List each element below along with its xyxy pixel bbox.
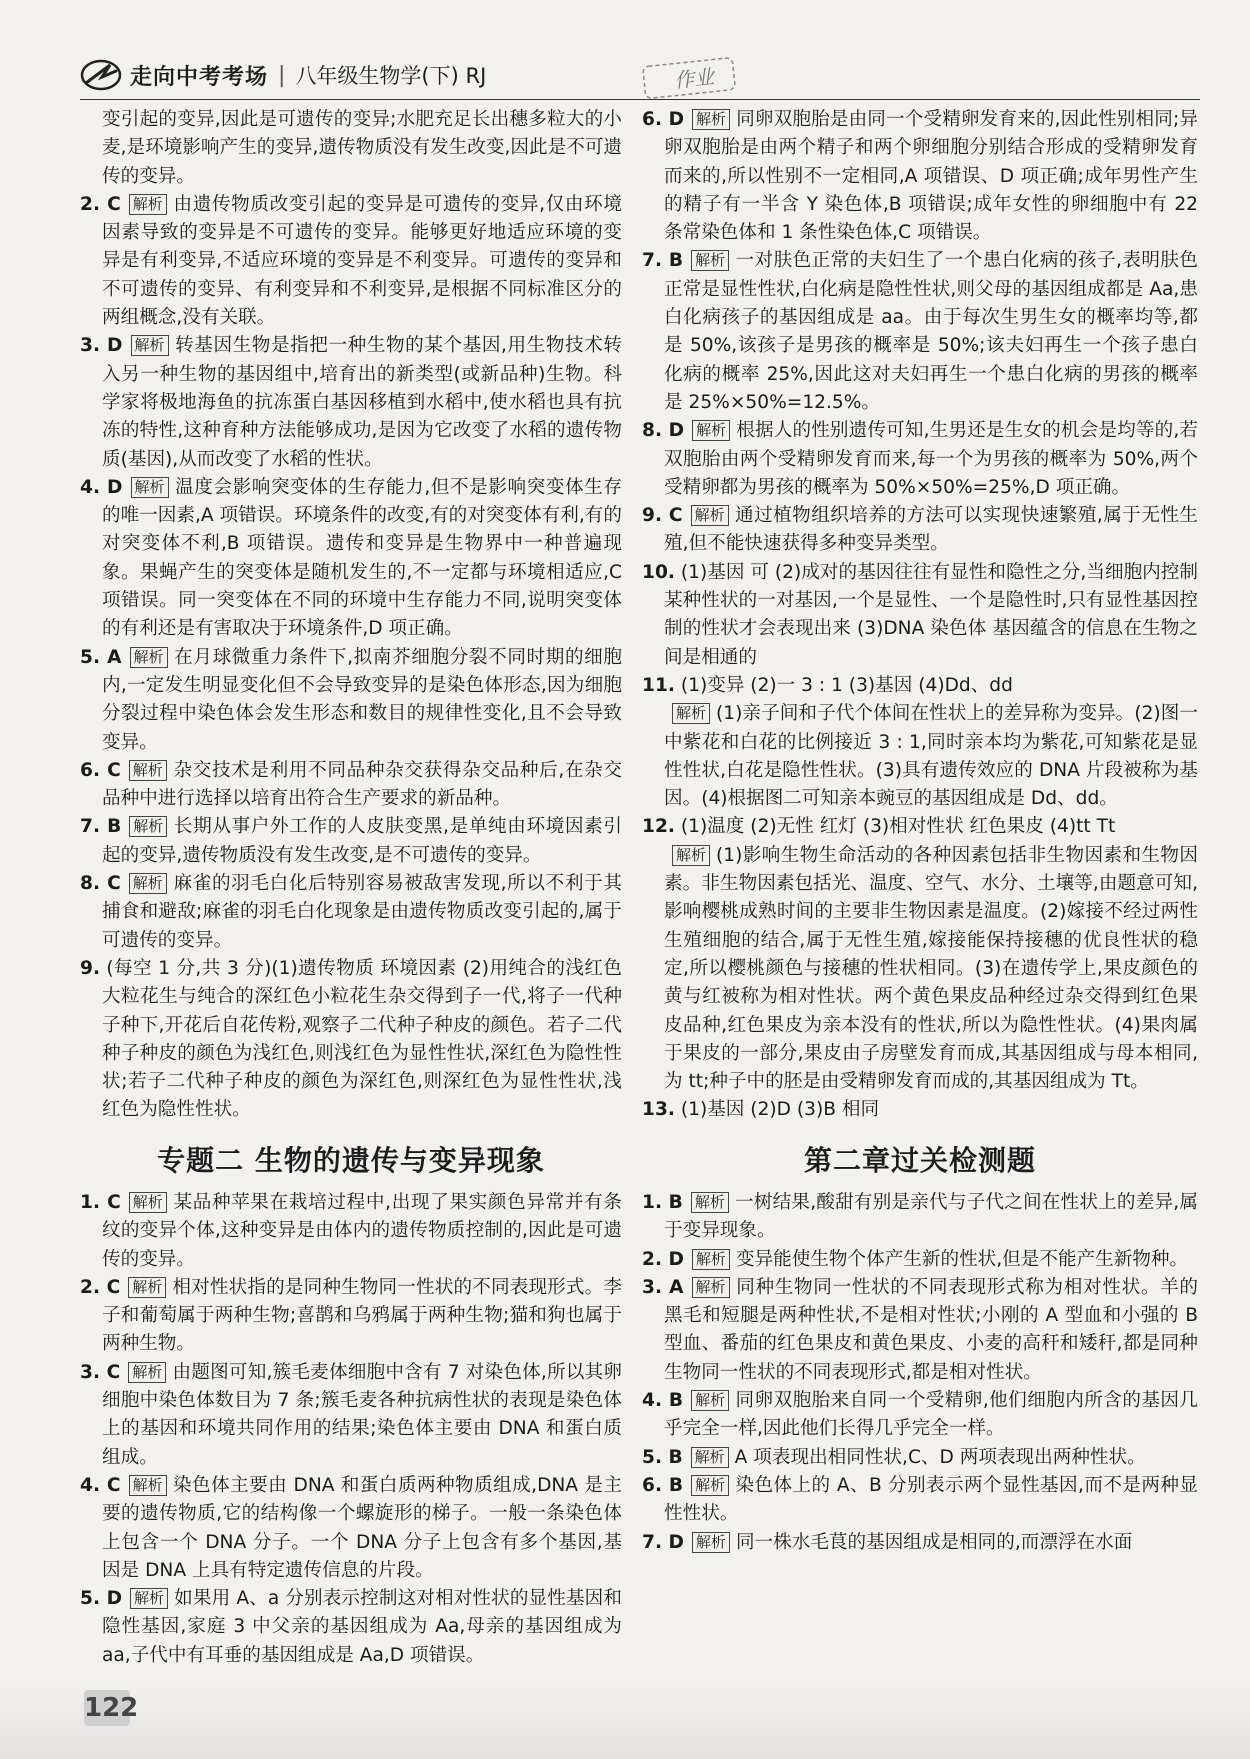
answer-text: (1)变异 (2)一 3 : 1 (3)基因 (4)Dd、dd [680, 674, 1013, 696]
answer-number: 3. D [80, 335, 123, 357]
answer-text: A 项表现出相同性状,C、D 两项表现出两种性状。 [734, 1446, 1146, 1468]
answer-number: 3. A [642, 1276, 684, 1298]
answer-item [80, 1189, 622, 1274]
answer-text: 同卵双胞胎是由同一个受精卵发育来的,因此性别相同;异卵双胞胎是由两个精子和两个卵细胞分别结合形成的受精卵发育而来的,所以性别不一定相同,A 项错误、D 项正确;成年男性产生的精子有一半含 Y 染色体,B 项错误;成年女性的卵细胞中有 22 条常染色体和 1 条性染色体,C 项错误。 [664, 109, 1198, 244]
answer-number: 2. C [80, 193, 121, 215]
answer-item [642, 813, 1198, 841]
answer-item [80, 1274, 622, 1359]
page-bottom-shade [0, 1680, 1250, 1759]
answer-number: 7. D [642, 1531, 684, 1553]
answer-text: 由遗传物质改变引起的变异是可遗传的变异,仅由环境因素导致的变异是不可遗传的变异。能够更好地适应环境的变异是有利变异,不适应环境的变异是不利变异。可遗传的变异和不可遗传的变异、有利变异和不利变异,是根据不同标准区分的两组概念,没有关联。 [102, 193, 622, 329]
explanation-tag: 解析 [691, 250, 729, 271]
answer-text: 同种生物同一性状的不同表现形式称为相对性状。羊的黑毛和短腿是两种性状,不是相对性状;小刚的 A 型血和小强的 B 型血、番茄的红色果皮和黄色果皮、小麦的高秆和矮秆,都是同种生物同一性状的不同表现形式,都是相对性状。 [664, 1276, 1198, 1383]
left-column [80, 106, 622, 1670]
answer-number: 5. D [80, 1588, 123, 1610]
explanation-tag: 解析 [692, 1532, 730, 1553]
answer-item [642, 417, 1198, 502]
answer-number: 3. C [80, 1361, 121, 1383]
answer-text: (1)温度 (2)无性 红灯 (3)相对性状 红色果皮 (4)tt Tt [680, 816, 1116, 838]
answer-number: 6. B [642, 1474, 684, 1496]
answer-text: 一对肤色正常的夫妇生了一个患白化病的孩子,表明肤色正常是显性性状,白化病是隐性性状,则父母的基因组成都是 Aa,患白化病孩子的基因组成是 aa。由于每次生男生女的概率均等,都是 50%,该孩子是男孩的概率是 50%;该夫妇再生一个孩子患白化病的概率 25%,因此这对夫妇再生一个患白化病的男孩的概率是 25%×50%=12.5%。 [664, 250, 1198, 413]
answer-number: 2. D [642, 1248, 684, 1270]
explanation-tag: 解析 [128, 1362, 166, 1383]
section-heading: 专题二 生物的遗传与变异现象 [157, 1143, 545, 1177]
explanation-tag: 解析 [672, 703, 710, 724]
answer-text: 长期从事户外工作的人皮肤变黑,是单纯由环境因素引起的变异,遗传物质没有发生改变,是不可遗传的变异。 [102, 816, 622, 866]
explanation-tag: 解析 [129, 1192, 167, 1213]
answer-text: (1)基因 (2)D (3)B 相同 [680, 1099, 880, 1121]
explanation-tag: 解析 [129, 760, 167, 781]
answer-text: 根据人的性别遗传可知,生男还是生女的机会是均等的,若双胞胎由两个受精卵发育而来,每一个为男孩的概率为 50%,两个受精卵都为男孩的概率为 50%×50%=25%,D 项正确。 [664, 420, 1198, 498]
answer-number: 9. C [642, 505, 683, 527]
answer-text: 某品种苹果在栽培过程中,出现了果实颜色异常并有条纹的变异个体,这种变异是由体内的遗传物质控制的,因此是可遗传的变异。 [102, 1191, 622, 1270]
answer-item [80, 757, 622, 814]
answer-text: 同一株水毛茛的基因组成是相同的,而漂浮在水面 [735, 1531, 1133, 1553]
answer-item [80, 474, 622, 644]
answer-text: (每空 1 分,共 3 分)(1)遗传物质 环境因素 (2)用纯合的浅红色大粒花生与纯合的深红色小粒花生杂交得到子一代,将子一代种子种下,开花后自花传粉,观察子二代种子种皮的颜色。若子二代种子种皮的颜色为浅红色,则浅红色为显性性状,深红色为隐性性状;若子二代种子种皮的颜色为深红色,则深红色为显性性状,浅红色为隐性性状。 [102, 957, 622, 1121]
answer-number: 8. C [80, 873, 121, 895]
answer-continuation [642, 700, 1198, 813]
explanation-tag: 解析 [692, 420, 730, 441]
explanation-tag: 解析 [691, 505, 729, 526]
answer-item [642, 1246, 1198, 1274]
publisher-logo-icon [80, 57, 122, 93]
answer-text: (1)基因 可 (2)成对的基因往往有显性和隐性之分,当细胞内控制某种性状的一对基因,一个是显性、一个是隐性时,只有显性基因控制的性状才会表现出来 (3)DNA 染色体 基因蕴含的信息在生物之间是相通的 [664, 561, 1198, 668]
answer-number: 1. C [80, 1191, 121, 1213]
answer-number: 1. B [642, 1191, 683, 1213]
answer-item [642, 106, 1198, 247]
page-header [80, 52, 486, 98]
answer-text: 温度会影响突变体的生存能力,但不是影响突变体生存的唯一因素,A 项错误。环境条件的改变,有的对突变体有利,有的对突变体不利,B 项错误。遗传和变异是生物界中一种普遍现象。果蝇产生的突变体是随机发生的,不一定都与环境相适应,C 项错误。同一突变体在不同的环境中生存能力不同,说明突变体的有利还是有害取决于环境条件,D 项正确。 [102, 476, 622, 640]
brand-title: 走向中考考场 [130, 64, 269, 90]
right-column [642, 106, 1198, 1557]
explanation-tag: 解析 [129, 816, 167, 837]
answer-text: 转基因生物是指把一种生物的某个基因,用生物技术转入另一种生物的基因组中,培育出的新类型(或新品种)生物。科学家将极地海鱼的抗冻蛋白基因移植到水稻中,使水稻也具有抗冻的特性,这种育种方法能够成功,是因为它改变了水稻的遗传物质(基因),从而改变了水稻的性状。 [102, 335, 622, 470]
explanation-tag: 解析 [131, 335, 169, 356]
answer-number: 13. [642, 1099, 675, 1121]
answer-number: 12. [642, 816, 675, 838]
page-number: 122 [84, 1690, 130, 1726]
answer-number: 4. C [80, 1474, 121, 1496]
answer-continuation [642, 842, 1198, 1097]
answer-item [642, 1529, 1198, 1557]
answer-number: 10. [642, 561, 675, 583]
answer-text: 杂交技术是利用不同品种杂交获得杂交品种后,在杂交品种中进行选择以培育出符合生产要求的新品种。 [102, 759, 622, 810]
answer-item [642, 502, 1198, 559]
explanation-tag: 解析 [130, 1588, 168, 1609]
answer-item [80, 813, 622, 870]
answer-item [642, 1189, 1198, 1246]
answer-number: 11. [642, 674, 675, 696]
answer-text: 通过植物组织培养的方法可以实现快速繁殖,属于无性生殖,但不能快速获得多种变异类型。 [664, 505, 1198, 555]
answer-text: 由题图可知,簇毛麦体细胞中含有 7 对染色体,所以其卵细胞中染色体数目为 7 条;簇毛麦各种抗病性状的表现是染色体上的基因和环境共同作用的结果;染色体主要由 DNA 和蛋白质组成。 [102, 1361, 622, 1468]
answer-item [80, 1472, 622, 1585]
answer-number: 6. C [80, 759, 121, 781]
answer-number: 8. D [642, 420, 685, 442]
answer-item [80, 644, 622, 757]
explanation-tag: 解析 [692, 109, 730, 130]
answer-number: 4. B [642, 1390, 684, 1412]
explanation-tag: 解析 [131, 477, 169, 498]
explanation-tag: 解析 [672, 845, 710, 866]
section-heading: 第二章过关检测题 [803, 1143, 1036, 1177]
answer-text: 一树结果,酸甜有别是亲代与子代之间在性状上的差异,属于变异现象。 [664, 1191, 1198, 1242]
answer-text: 如果用 A、a 分别表示控制这对相对性状的显性基因和隐性基因,家庭 3 中父亲的基因组成为 Aa,母亲的基因组成为 aa,子代中有耳垂的基因组成是 Aa,D 项错误。 [102, 1588, 622, 1666]
answer-text: (1)影响生物生命活动的各种因素包括非生物因素和生物因素。非生物因素包括光、温度、空气、水分、土壤等,由题意可知,影响樱桃成熟时间的主要非生物因素是温度。(2)嫁接不经过两性生殖细胞的结合,属于无性生殖,嫁接能保持接穗的优良性状的稳定,所以樱桃颜色与接穗的性状相同。(3)在遗传学上,果皮颜色的黄与红被称为相对性状。两个黄色果皮品种经过杂交得到红色果皮品种,红色果皮为亲本没有的性状,所以为隐性性状。(4)果肉属于果皮的一部分,果皮由子房壁发育而成,其基因组成与母本相同,为 tt;种子中的胚是由受精卵发育而成的,其基因组成为 Tt。 [664, 844, 1198, 1093]
svg-text:作业: 作业 [672, 64, 716, 93]
answer-item [80, 870, 622, 955]
explanation-tag: 解析 [692, 1249, 730, 1270]
answer-item [642, 559, 1198, 672]
answer-item [642, 1387, 1198, 1444]
header-divider: | [278, 62, 286, 88]
answer-item [80, 1585, 622, 1670]
answer-item [80, 332, 622, 473]
answer-text: (1)亲子间和子代个体间在性状上的差异称为变异。(2)图一中紫花和白花的比例接近 3 : 1,同时亲本均为紫花,可知紫花是显性性状,白花是隐性性状。(3)具有遗传效应的 DNA 片段被称为基因。(4)根据图二可知亲本豌豆的基因组成是 Dd、dd。 [664, 703, 1198, 810]
answer-text: 变引起的变异,因此是可遗传的变异;水肥充足长出穗多粒大的小麦,是环境影响产生的变异,遗传物质没有发生改变,因此是不可遗传的变异。 [102, 109, 622, 187]
answer-item [80, 191, 622, 332]
answer-text: 在月球微重力条件下,拟南芥细胞分裂不同时期的细胞内,一定发生明显变化但不会导致变异的是染色体形态,因为细胞分裂过程中染色体会发生形态和数目的规律性变化,且不会导致变异。 [102, 646, 622, 753]
answer-number: 4. D [80, 476, 123, 498]
explanation-tag: 解析 [130, 647, 168, 668]
explanation-tag: 解析 [691, 1475, 729, 1496]
answer-continuation [80, 106, 622, 191]
explanation-tag: 解析 [129, 194, 167, 215]
explanation-tag: 解析 [128, 1277, 166, 1298]
header-rule [80, 99, 1200, 100]
explanation-tag: 解析 [129, 1475, 167, 1496]
answer-item [642, 672, 1198, 700]
explanation-tag: 解析 [129, 873, 167, 894]
answer-number: 6. D [642, 109, 685, 130]
explanation-tag: 解析 [692, 1277, 730, 1298]
answer-number: 7. B [642, 250, 684, 272]
answer-number: 7. B [80, 816, 122, 838]
answer-number: 5. B [642, 1446, 683, 1468]
answer-item [642, 1472, 1198, 1529]
explanation-tag: 解析 [691, 1390, 729, 1411]
explanation-tag: 解析 [691, 1192, 729, 1213]
answer-text: 染色体上的 A、B 分别表示两个显性基因,而不是两种显性性状。 [664, 1474, 1198, 1525]
answer-item [80, 955, 622, 1125]
answer-text: 麻雀的羽毛白化后特别容易被敌害发现,所以不利于其捕食和避敌;麻雀的羽毛白化现象是由遗传物质改变引起的,属于可遗传的变异。 [102, 873, 622, 951]
explanation-tag: 解析 [691, 1447, 729, 1468]
answer-item [642, 1444, 1198, 1472]
answer-item [642, 1096, 1198, 1124]
answer-number: 9. [80, 957, 101, 979]
answer-item [80, 1359, 622, 1472]
answer-text: 同卵双胞胎来自同一个受精卵,他们细胞内所含的基因几乎完全一样,因此他们长得几乎完全一样。 [664, 1390, 1198, 1440]
subject-label: 八年级生物学(下) RJ [295, 64, 487, 88]
answer-item [642, 1274, 1198, 1387]
answer-text: 染色体主要由 DNA 和蛋白质两种物质组成,DNA 是主要的遗传物质,它的结构像一个螺旋形的梯子。一般一条染色体上包含一个 DNA 分子。一个 DNA 分子上包含有多个基因,基因是 DNA 上具有特定遗传信息的片段。 [102, 1474, 622, 1581]
answer-item [642, 247, 1198, 417]
answer-number: 5. A [80, 646, 122, 668]
answer-text: 相对性状指的是同种生物同一性状的不同表现形式。李子和葡萄属于两种生物;喜鹊和乌鸦属于两种生物;猫和狗也属于两种生物。 [102, 1276, 622, 1355]
homework-stamp [640, 52, 740, 102]
answer-text: 变异能使生物个体产生新的性状,但是不能产生新物种。 [735, 1248, 1189, 1270]
answer-number: 2. C [80, 1276, 121, 1298]
